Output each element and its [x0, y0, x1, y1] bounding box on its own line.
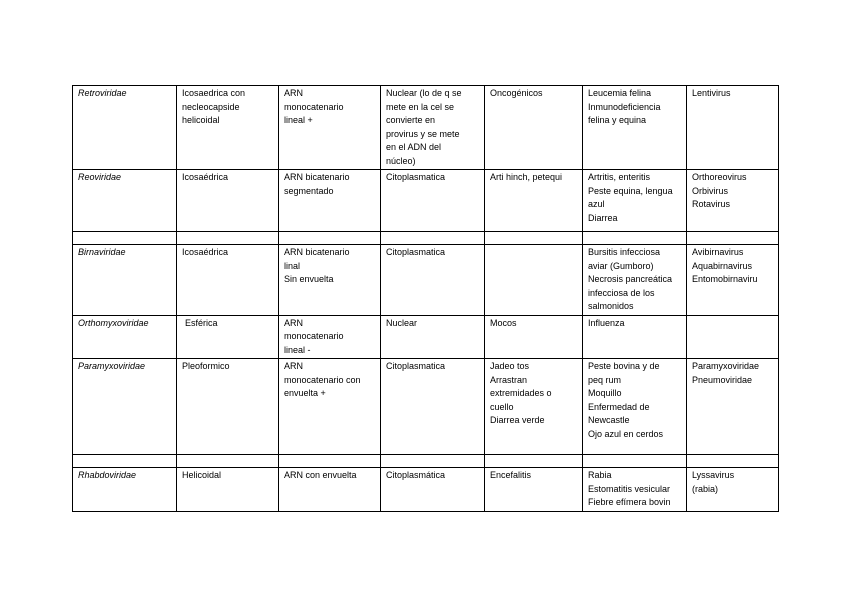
diseases-text: Peste equina, lengua	[588, 185, 673, 196]
table-row	[73, 170, 779, 232]
genera-text: Orbivirus	[692, 185, 729, 196]
empty-cell	[381, 455, 485, 468]
diseases-text: aviar (Gumboro)	[588, 260, 654, 271]
genome-text: ARN	[284, 361, 304, 371]
family-name: Rhabdoviridae	[78, 470, 137, 480]
family-name: Birnaviridae	[78, 247, 126, 257]
genome-text: ARN con envuelta	[284, 470, 357, 480]
diseases-text: Moquillo	[588, 388, 622, 398]
cell-replication	[381, 359, 485, 455]
cell-capsid	[177, 468, 279, 512]
cell-signs	[485, 245, 583, 316]
table-row	[73, 86, 779, 170]
cell-replication	[381, 86, 485, 170]
replication-text: Citoplasmatica	[386, 361, 446, 371]
replication-text: Citoplasmática	[386, 470, 446, 480]
replication-text: convierte en	[386, 115, 436, 125]
replication-text: Citoplasmatica	[386, 172, 446, 182]
table-row	[73, 315, 779, 359]
diseases-text: felina y equina	[588, 115, 647, 125]
empty-cell	[177, 455, 279, 468]
diseases-text: Diarrea	[588, 212, 618, 223]
cell-genera	[687, 170, 779, 232]
capsid-text: Icosaédrica	[182, 247, 229, 257]
genome-text: lineal +	[284, 115, 313, 125]
diseases-text: Fiebre efímera bovin	[588, 497, 671, 507]
family-name: Paramyxoviridae	[78, 361, 146, 371]
cell-diseases	[583, 245, 687, 316]
capsid-text: necleocapside	[182, 101, 240, 112]
empty-cell	[485, 455, 583, 468]
cell-signs	[485, 86, 583, 170]
table-row	[73, 359, 779, 455]
signs-text: Diarrea verde	[490, 415, 545, 425]
diseases-text: Peste bovina y de	[588, 361, 660, 371]
cell-family	[73, 468, 177, 512]
genera-text: Avibirnavirus	[692, 247, 744, 257]
cell-capsid	[177, 86, 279, 170]
cell-genome	[279, 170, 381, 232]
cell-capsid	[177, 245, 279, 316]
cell-genome	[279, 468, 381, 512]
replication-text: Nuclear (lo de q se	[386, 88, 462, 98]
genera-text: Lyssavirus	[692, 470, 735, 480]
capsid-text: Icosaédrica	[182, 172, 229, 182]
genera-text: Lentivirus	[692, 88, 731, 98]
cell-diseases	[583, 86, 687, 170]
empty-cell	[73, 455, 177, 468]
empty-cell	[177, 232, 279, 245]
diseases-text: Ojo azul en cerdos	[588, 428, 664, 439]
genera-text: Paramyxoviridae	[692, 361, 760, 371]
diseases-text: Bursitis infecciosa	[588, 247, 661, 257]
family-name: Retroviridae	[78, 88, 127, 98]
genera-text: Entomobirnaviru	[692, 274, 758, 284]
table-row	[73, 245, 779, 316]
diseases-text: peq rum	[588, 374, 622, 385]
cell-family	[73, 359, 177, 455]
replication-text: Citoplasmatica	[386, 247, 446, 257]
table-spacer-row	[73, 455, 779, 468]
diseases-text: Leucemia felina	[588, 88, 652, 98]
cell-signs	[485, 468, 583, 512]
diseases-text: salmonidos	[588, 301, 634, 311]
replication-text: en el ADN del	[386, 142, 442, 152]
cell-replication	[381, 245, 485, 316]
empty-cell	[279, 455, 381, 468]
diseases-text: Enfermedad de	[588, 401, 650, 412]
genera-text: (rabia)	[692, 483, 719, 494]
cell-family	[73, 170, 177, 232]
signs-text: Encefalitis	[490, 470, 532, 480]
cell-diseases	[583, 315, 687, 359]
diseases-text: Influenza	[588, 317, 625, 328]
cell-signs	[485, 170, 583, 232]
genome-text: Sin envuelta	[284, 274, 334, 284]
cell-genera	[687, 468, 779, 512]
empty-cell	[485, 232, 583, 245]
cell-replication	[381, 170, 485, 232]
cell-diseases	[583, 170, 687, 232]
diseases-text: Inmunodeficiencia	[588, 101, 661, 112]
genome-text: monocatenario con	[284, 374, 361, 385]
cell-diseases	[583, 359, 687, 455]
genome-text: ARN bicatenario	[284, 247, 350, 257]
diseases-text: Estomatitis vesicular	[588, 483, 671, 494]
empty-cell	[73, 232, 177, 245]
genera-text: Pneumoviridae	[692, 374, 753, 385]
cell-signs	[485, 315, 583, 359]
diseases-text: infecciosa de los	[588, 287, 655, 298]
cell-family	[73, 245, 177, 316]
genera-text: Rotavirus	[692, 199, 731, 209]
signs-text: Oncogénicos	[490, 88, 543, 98]
cell-genome	[279, 315, 381, 359]
table-spacer-row	[73, 232, 779, 245]
capsid-text: helicoidal	[182, 115, 220, 125]
cell-diseases	[583, 468, 687, 512]
family-name: Orthomyxoviridae	[78, 317, 149, 328]
replication-text: Nuclear	[386, 317, 418, 328]
family-name: Reoviridae	[78, 172, 122, 182]
cell-signs	[485, 359, 583, 455]
cell-genome	[279, 86, 381, 170]
cell-genera	[687, 315, 779, 359]
cell-genera	[687, 245, 779, 316]
cell-genome	[279, 245, 381, 316]
diseases-text: Artritis, enteritis	[588, 172, 651, 182]
table-body	[73, 86, 779, 512]
virus-family-table	[72, 85, 779, 512]
table-row	[73, 468, 779, 512]
genome-text: envuelta +	[284, 388, 326, 398]
cell-genera	[687, 359, 779, 455]
cell-capsid	[177, 170, 279, 232]
empty-cell	[687, 455, 779, 468]
signs-text: cuello	[490, 401, 514, 412]
signs-text: Jadeo tos	[490, 361, 530, 371]
replication-text: provirus y se mete	[386, 128, 460, 139]
genome-text: ARN	[284, 317, 304, 328]
signs-text: Mocos	[490, 317, 517, 328]
genome-text: ARN bicatenario	[284, 172, 350, 182]
cell-capsid	[177, 359, 279, 455]
cell-family	[73, 86, 177, 170]
genera-text: Aquabirnavirus	[692, 260, 753, 271]
genera-text: Orthoreovirus	[692, 172, 747, 182]
genome-text: monocatenario	[284, 101, 344, 112]
capsid-text: Pleoformico	[182, 361, 230, 371]
empty-cell	[583, 232, 687, 245]
cell-replication	[381, 468, 485, 512]
genome-text: segmentado	[284, 185, 334, 196]
cell-capsid	[177, 315, 279, 359]
capsid-text: Helicoidal	[182, 470, 222, 480]
empty-cell	[687, 232, 779, 245]
signs-text: extremidades o	[490, 388, 552, 398]
capsid-text: Icosaedrica con	[182, 88, 246, 98]
genome-text: linal	[284, 260, 301, 271]
cell-replication	[381, 315, 485, 359]
diseases-text: Necrosis pancreática	[588, 274, 673, 284]
signs-text: Arti hinch, petequi	[490, 172, 563, 182]
genome-text: lineal -	[284, 344, 311, 355]
genome-text: ARN	[284, 88, 304, 98]
replication-text: núcleo)	[386, 155, 416, 166]
cell-genera	[687, 86, 779, 170]
capsid-text: Esférica	[185, 317, 218, 328]
replication-text: mete en la cel se	[386, 101, 455, 112]
diseases-text: Newcastle	[588, 415, 630, 425]
genome-text: monocatenario	[284, 331, 344, 341]
empty-cell	[381, 232, 485, 245]
empty-cell	[279, 232, 381, 245]
cell-family	[73, 315, 177, 359]
signs-text: Arrastran	[490, 374, 528, 385]
cell-genome	[279, 359, 381, 455]
diseases-text: Rabia	[588, 470, 612, 480]
empty-cell	[583, 455, 687, 468]
diseases-text: azul	[588, 199, 605, 209]
